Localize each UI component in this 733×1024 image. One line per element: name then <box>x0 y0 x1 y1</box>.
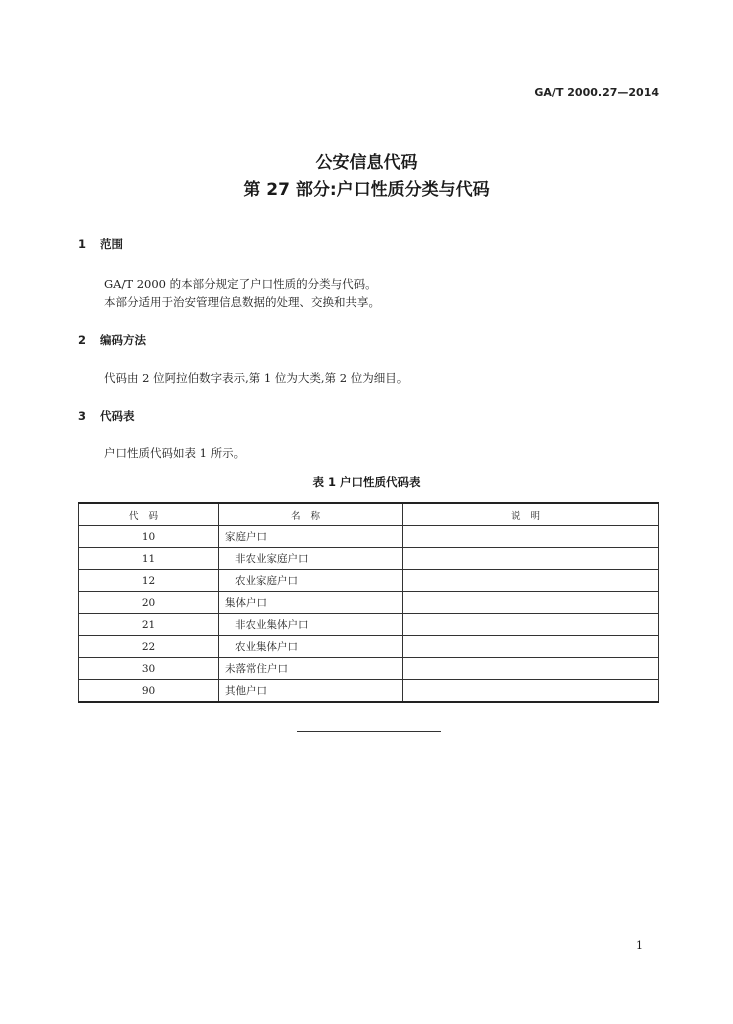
code-table <box>78 502 659 703</box>
column-header-description: 说明 <box>403 503 659 526</box>
paragraph: 代码由 2 位阿拉伯数字表示,第 1 位为大类,第 2 位为细目。 <box>104 371 409 385</box>
column-header-code: 代码 <box>79 503 219 526</box>
table-row <box>79 548 659 570</box>
paragraph: 本部分适用于治安管理信息数据的处理、交换和共享。 <box>104 295 380 309</box>
table-row <box>79 658 659 680</box>
cell-name: 农业家庭户口 <box>219 570 403 592</box>
table-caption: 表 1 户口性质代码表 <box>312 475 421 489</box>
cell-code: 30 <box>79 658 219 680</box>
cell-code: 11 <box>79 548 219 570</box>
table-row <box>79 614 659 636</box>
section-number: 2 <box>78 333 87 347</box>
paragraph: 户口性质代码如表 1 所示。 <box>104 446 246 460</box>
cell-code: 21 <box>79 614 219 636</box>
end-rule-divider <box>297 731 441 732</box>
document-subtitle: 第 27 部分:户口性质分类与代码 <box>243 180 490 200</box>
cell-name: 未落常住户口 <box>219 658 403 680</box>
cell-code: 10 <box>79 526 219 548</box>
table-row <box>79 592 659 614</box>
cell-description <box>403 680 659 703</box>
cell-code: 12 <box>79 570 219 592</box>
cell-description <box>403 548 659 570</box>
section-title: 编码方法 <box>100 333 146 347</box>
cell-description <box>403 526 659 548</box>
section-title: 代码表 <box>100 409 135 423</box>
cell-description <box>403 592 659 614</box>
column-header-name: 名称 <box>219 503 403 526</box>
cell-name: 集体户口 <box>219 592 403 614</box>
cell-code: 90 <box>79 680 219 703</box>
document-title: 公安信息代码 <box>315 153 418 173</box>
standard-code: GA/T 2000.27—2014 <box>534 86 659 99</box>
table-row <box>79 636 659 658</box>
page-number: 1 <box>636 939 643 952</box>
cell-code: 20 <box>79 592 219 614</box>
paragraph: GA/T 2000 的本部分规定了户口性质的分类与代码。 <box>104 277 377 291</box>
table-row <box>79 570 659 592</box>
section-number: 1 <box>78 237 87 251</box>
cell-name: 非农业集体户口 <box>219 614 403 636</box>
section-heading-coding-method <box>78 332 146 348</box>
cell-description <box>403 614 659 636</box>
cell-name: 其他户口 <box>219 680 403 703</box>
cell-name: 农业集体户口 <box>219 636 403 658</box>
cell-description <box>403 636 659 658</box>
section-heading-scope <box>78 236 123 252</box>
table-header-row <box>79 503 659 526</box>
section-heading-code-table <box>78 408 135 424</box>
cell-name: 家庭户口 <box>219 526 403 548</box>
cell-description <box>403 658 659 680</box>
cell-code: 22 <box>79 636 219 658</box>
section-title: 范围 <box>100 237 123 251</box>
cell-description <box>403 570 659 592</box>
cell-name: 非农业家庭户口 <box>219 548 403 570</box>
table-row <box>79 526 659 548</box>
section-number: 3 <box>78 409 87 423</box>
table-row <box>79 680 659 703</box>
